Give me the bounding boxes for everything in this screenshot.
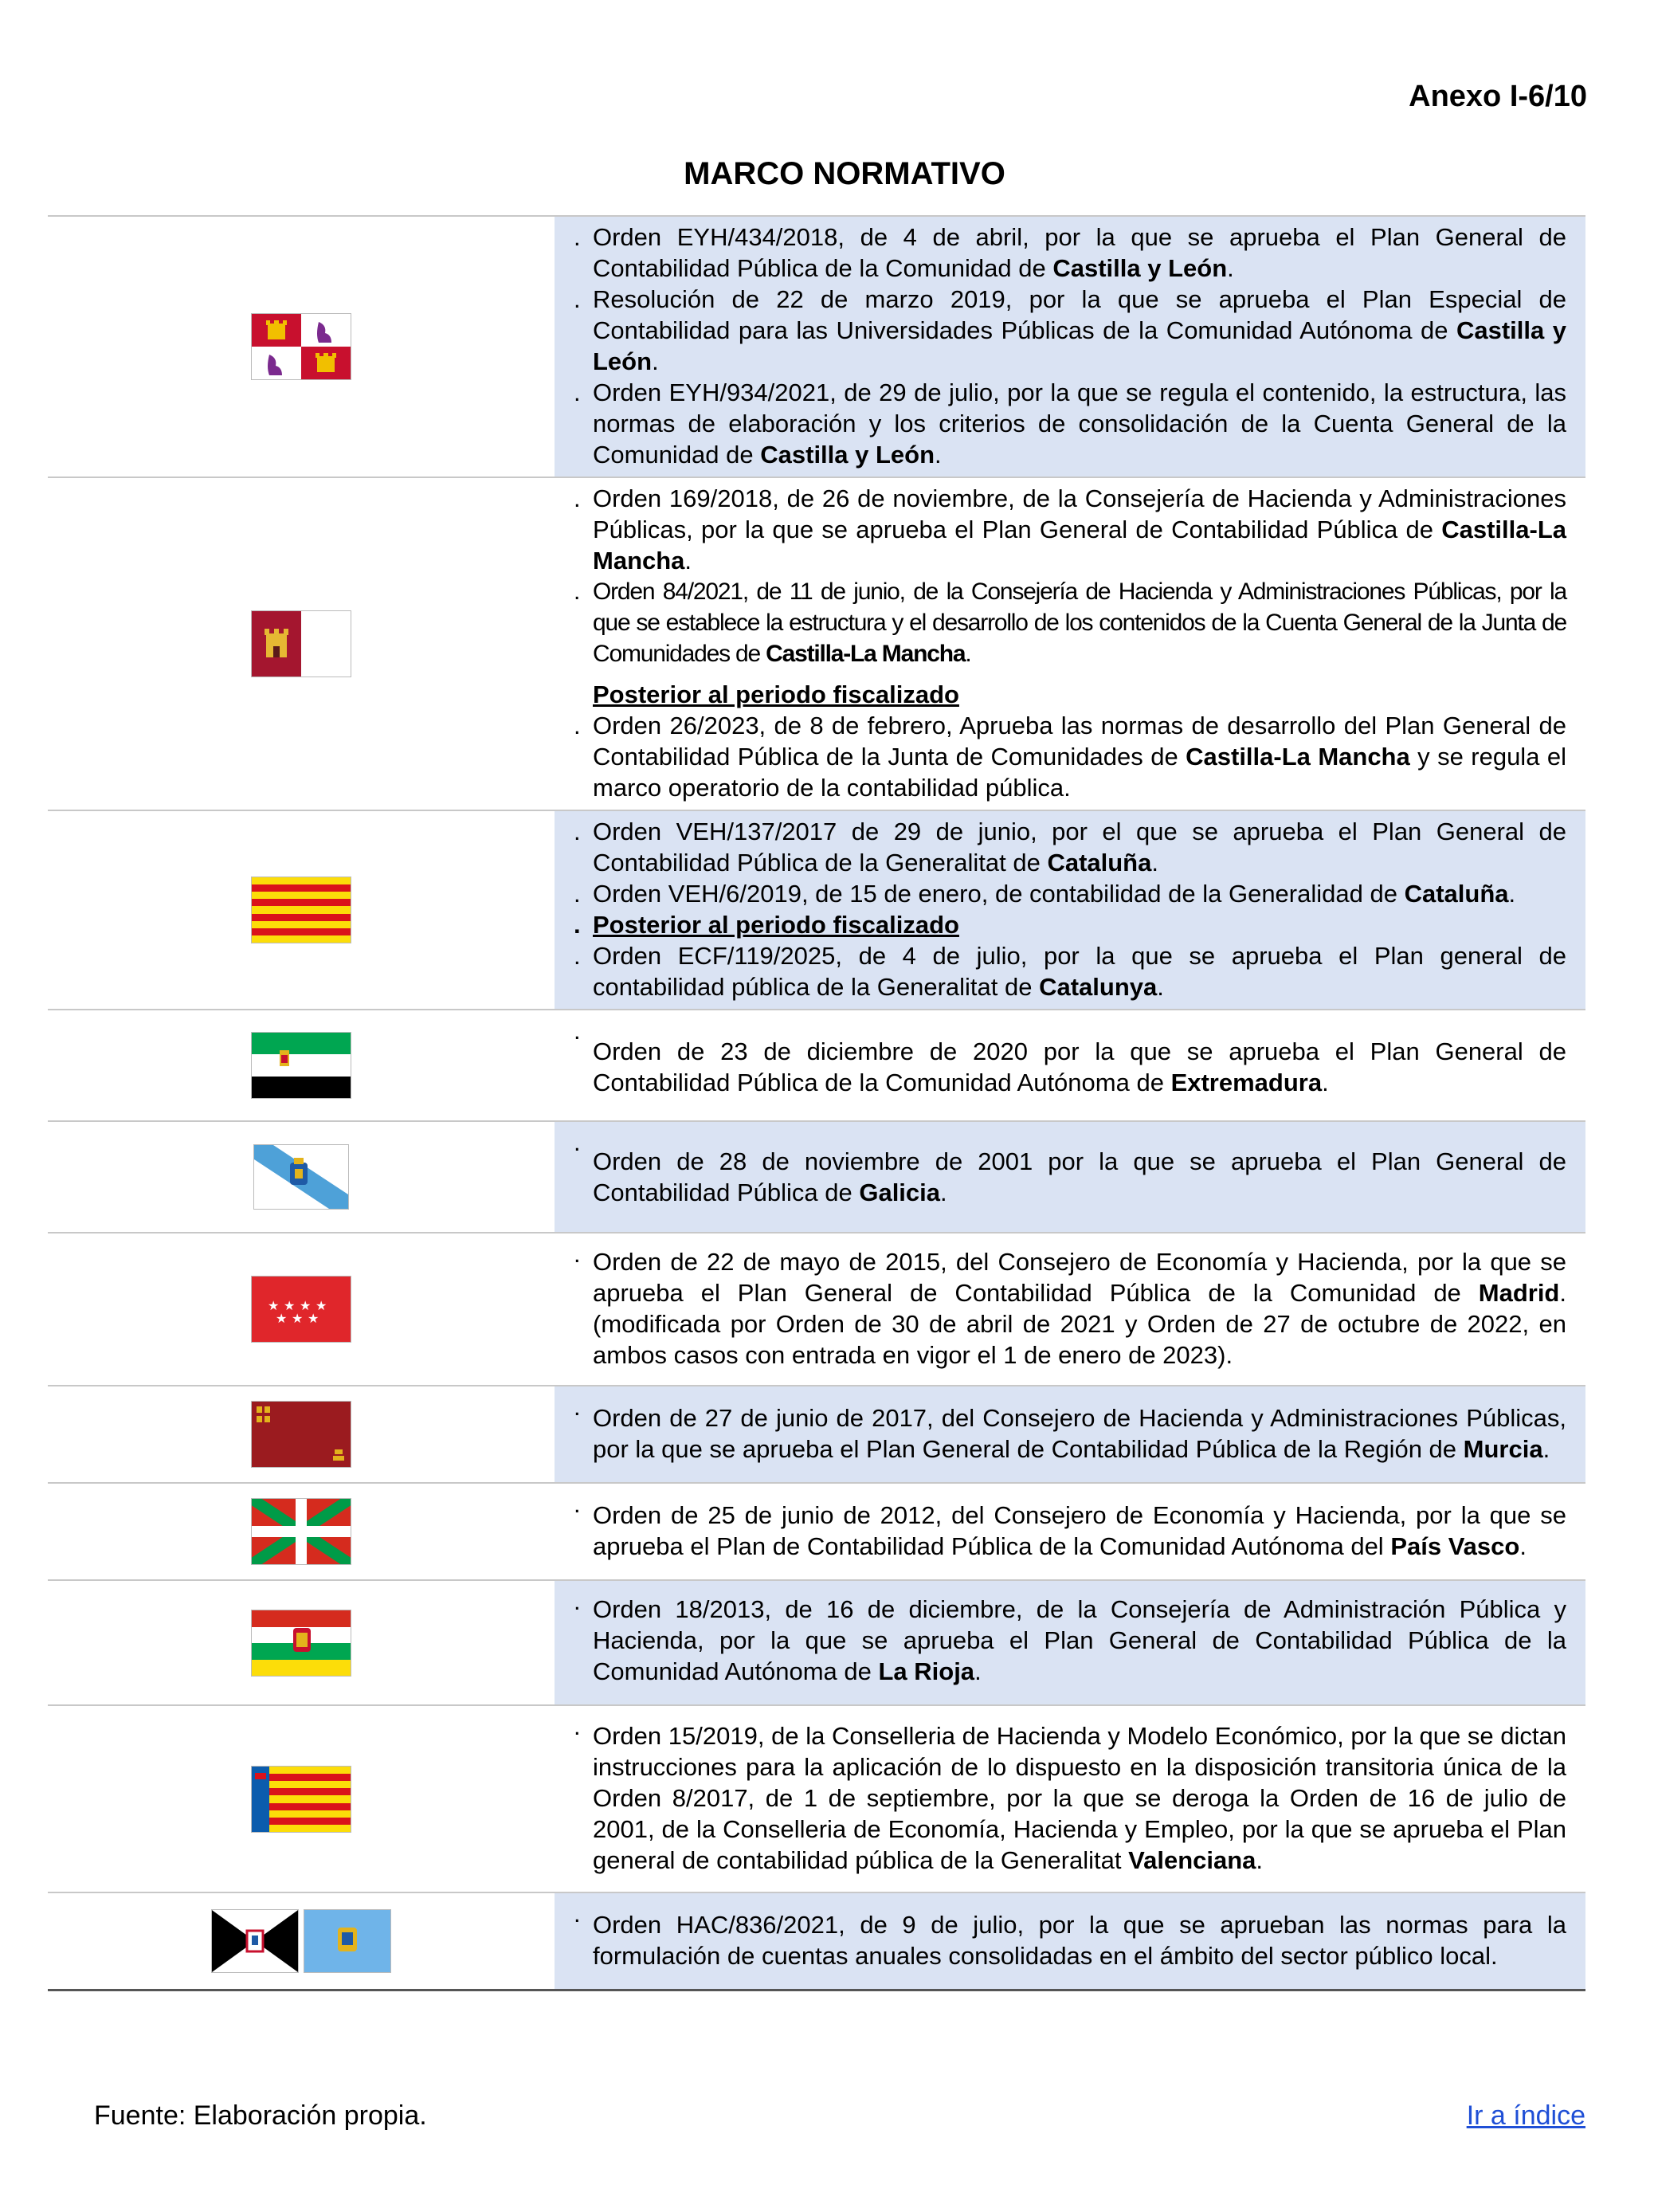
regulation-item: . Orden de 28 de noviembre de 2001 por la que se aprueba el Plan General de Contabilidad Pública de Galicia. xyxy=(574,1127,1566,1226)
table-row xyxy=(48,477,1585,810)
regulation-item: . Orden HAC/836/2021, de 9 de julio, por la que se aprueban las normas para la formulación de cuentas anuales consolidadas en el ámbito del sector público local. xyxy=(574,1898,1566,1983)
regulation-item: . Orden 18/2013, de 16 de diciembre, de la Consejería de Administración Pública y Hacienda, por la que se aprueba el Plan General de Contabilidad Pública de la Comunidad Autónoma de La Rioja. xyxy=(574,1586,1566,1698)
regulation-item: . Orden de 22 de mayo de 2015, del Consejero de Economía y Hacienda, por la que se aprueba el Plan General de Contabilidad Pública de la Comunidad de Madrid. (modificada por Orden de 30 de abril de 2021 y Orden de 27 de octubre de 2022, en ambos casos con entrada en vigor el 1 de enero de 2023). xyxy=(574,1238,1566,1379)
table-row xyxy=(48,1120,1585,1232)
regulation-item: . Orden ECF/119/2025, de 4 de julio, por la que se aprueba el Plan general de contabilidad pública de la Generalitat de Catalunya. xyxy=(574,940,1566,1002)
flag-cell xyxy=(48,1893,555,1989)
regulation-cell xyxy=(555,1484,1585,1579)
svg-text:★: ★ xyxy=(316,1298,327,1313)
flag-cell xyxy=(48,811,555,1009)
regulation-item: . Orden EYH/934/2021, de 29 de julio, por la que se regula el contenido, la estructura, las normas de elaboración y los criterios de consolidación de la Cuenta General de la Comunidad de Castilla y León. xyxy=(574,377,1566,470)
madrid-flag-icon xyxy=(251,1276,351,1343)
flag-cell xyxy=(48,1010,555,1120)
table-row xyxy=(48,1579,1585,1704)
go-to-index-link[interactable]: Ir a índice xyxy=(1466,2100,1585,2131)
table-row xyxy=(48,1385,1585,1482)
regulation-item: . Orden VEH/6/2019, de 15 de enero, de contabilidad de la Generalidad de Cataluña. xyxy=(574,878,1566,909)
annex-number: Anexo I-6/10 xyxy=(1409,80,1587,113)
subsequent-period-heading: . Posterior al periodo fiscalizado xyxy=(574,909,1566,940)
svg-text:★: ★ xyxy=(276,1311,288,1326)
source-note: Fuente: Elaboración propia. xyxy=(94,2100,427,2131)
svg-text:★: ★ xyxy=(300,1298,312,1313)
regulation-cell xyxy=(555,1010,1585,1120)
regulation-cell xyxy=(555,1706,1585,1892)
table-row xyxy=(48,1009,1585,1120)
regulation-cell xyxy=(555,1233,1585,1385)
regulation-item: . Orden de 23 de diciembre de 2020 por la que se aprueba el Plan General de Contabilidad Pública de la Comunidad Autónoma de Extremadura. xyxy=(574,1015,1566,1114)
table-row xyxy=(48,215,1585,477)
regulation-cell xyxy=(555,1386,1585,1482)
castilla-leon-flag-icon xyxy=(251,313,351,380)
valenciana-flag-icon xyxy=(251,1766,351,1833)
flag-cell xyxy=(48,1581,555,1704)
regulation-item: . Orden 26/2023, de 8 de febrero, Aprueba las normas de desarrollo del Plan General de Contabilidad Pública de la Junta de Comunidades de Castilla-La Mancha y se regula el marco operatorio de la contabilidad pública. xyxy=(574,710,1566,803)
melilla-flag-icon xyxy=(304,1909,391,1973)
regulation-item: . Orden EYH/434/2018, de 4 de abril, por la que se aprueba el Plan General de Contabilidad Pública de la Comunidad de Castilla y León. xyxy=(574,222,1566,284)
table-row xyxy=(48,1482,1585,1579)
castilla-la-mancha-flag-icon xyxy=(251,610,351,677)
regulation-cell xyxy=(555,478,1585,810)
flag-cell xyxy=(48,1122,555,1232)
svg-text:★: ★ xyxy=(292,1311,304,1326)
flag-cell xyxy=(48,478,555,810)
murcia-flag-icon xyxy=(251,1401,351,1468)
page-title: MARCO NORMATIVO xyxy=(684,156,1005,191)
regulation-item: . Orden 169/2018, de 26 de noviembre, de la Consejería de Hacienda y Administraciones Públicas, por la que se aprueba el Plan General de Contabilidad Pública de Castilla-La Mancha. xyxy=(574,483,1566,576)
ceuta-flag-icon xyxy=(211,1909,299,1973)
regulatory-table xyxy=(48,215,1585,1991)
table-row xyxy=(48,1704,1585,1892)
regulation-cell xyxy=(555,1893,1585,1989)
svg-text:★: ★ xyxy=(284,1298,296,1313)
flag-cell xyxy=(48,1484,555,1579)
regulation-item: . Orden 15/2019, de la Conselleria de Hacienda y Modelo Económico, por la que se dictan instrucciones para la aplicación de lo dispuesto en la disposición transitoria única de la Orden 8/2017, de 1 de septiembre, por la que se deroga la Orden de 16 de julio de 2001, de la Conselleria de Economía, Hacienda y Empleo, por la que se aprueba el Plan general de contabilidad pública de la Generalitat Valenciana. xyxy=(574,1711,1566,1885)
cataluna-flag-icon xyxy=(251,877,351,943)
regulation-cell xyxy=(555,811,1585,1009)
table-row xyxy=(48,1232,1585,1385)
galicia-flag-icon xyxy=(253,1144,349,1210)
regulation-item: . Orden VEH/137/2017 de 29 de junio, por el que se aprueba el Plan General de Contabilidad Pública de la Generalitat de Cataluña. xyxy=(574,816,1566,878)
pais-vasco-flag-icon xyxy=(251,1498,351,1565)
regulation-item: . Orden de 25 de junio de 2012, del Consejero de Economía y Hacienda, por la que se aprueba el Plan de Contabilidad Pública de la Comunidad Autónoma del País Vasco. xyxy=(574,1488,1566,1573)
regulation-item: . Orden de 27 de junio de 2017, del Consejero de Hacienda y Administraciones Públicas, por la que se aprueba el Plan General de Contabilidad Pública de la Región de Murcia. xyxy=(574,1391,1566,1476)
regulation-item: . Resolución de 22 de marzo 2019, por la que se aprueba el Plan Especial de Contabilidad para las Universidades Públicas de la Comunidad Autónoma de Castilla y León. xyxy=(574,284,1566,377)
flag-cell xyxy=(48,1233,555,1385)
regulation-cell xyxy=(555,1581,1585,1704)
extremadura-flag-icon xyxy=(251,1032,351,1099)
flag-cell xyxy=(48,1706,555,1892)
subsequent-period-heading: Posterior al periodo fiscalizado xyxy=(593,680,959,708)
regulation-cell xyxy=(555,1122,1585,1232)
svg-text:★: ★ xyxy=(268,1298,280,1313)
regulation-cell xyxy=(555,217,1585,477)
svg-text:★: ★ xyxy=(308,1311,319,1326)
la-rioja-flag-icon xyxy=(251,1610,351,1677)
table-row xyxy=(48,810,1585,1009)
flag-cell xyxy=(48,1386,555,1482)
flag-cell xyxy=(48,217,555,477)
regulation-item: . Orden 84/2021, de 11 de junio, de la Consejería de Hacienda y Administraciones Públicas, por la que se establece la estructura y el desarrollo de los contenidos de la Cuenta General de la Junta de Comunidades de Castilla-La Mancha. xyxy=(574,576,1566,669)
table-row xyxy=(48,1892,1585,1989)
